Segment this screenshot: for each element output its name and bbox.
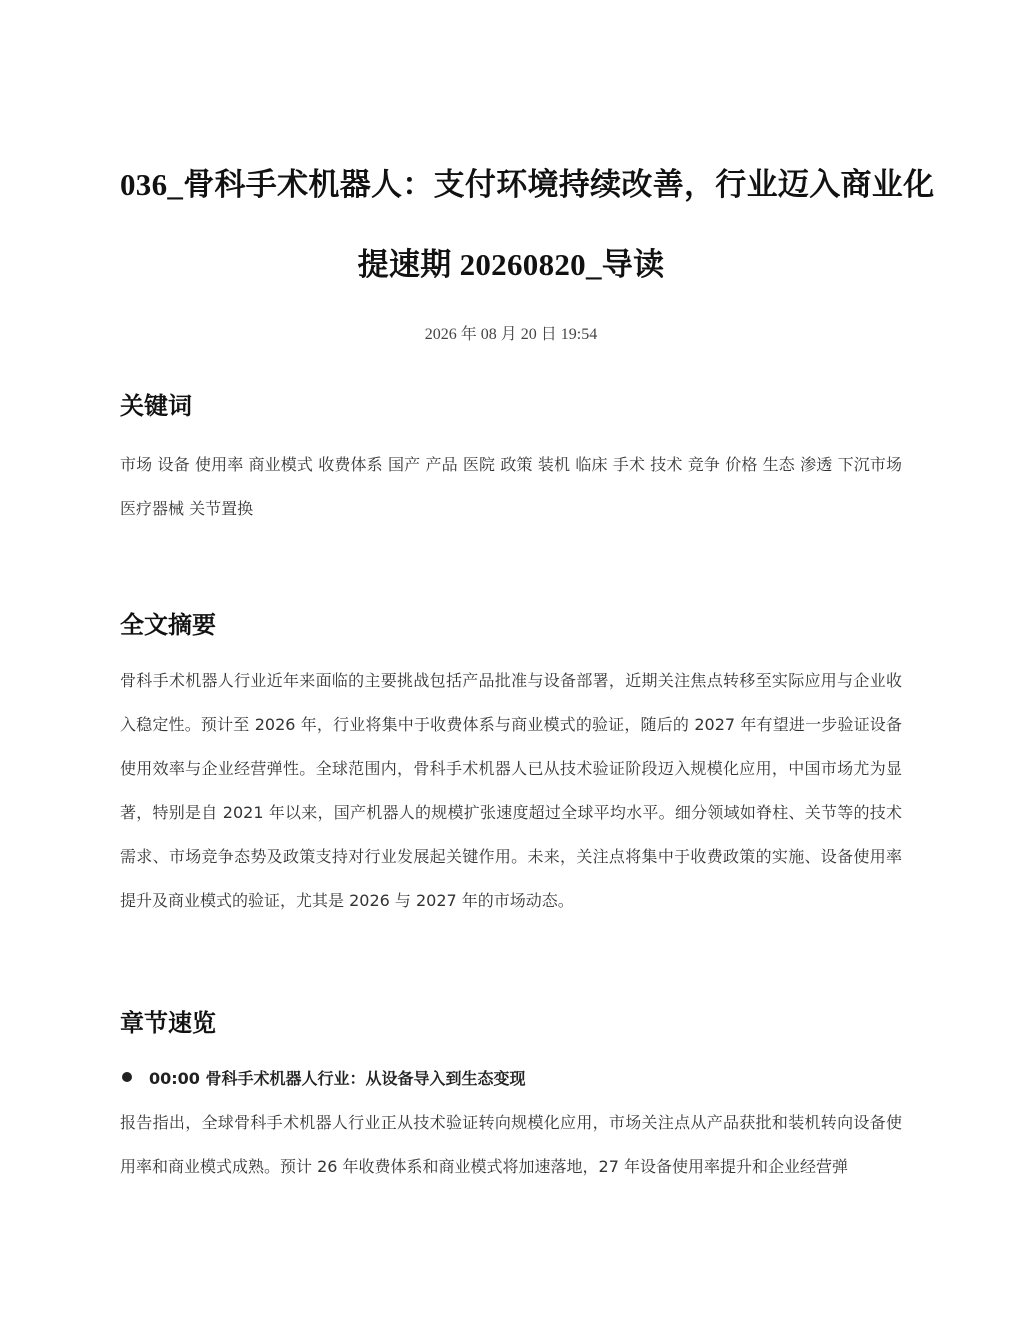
keywords-text: 市场 设备 使用率 商业模式 收费体系 国产 产品 医院 政策 装机 临床 手术 技术 竞争 价格 生态 渗透 下沉市场 医疗器械 关节置换 (120, 455, 902, 518)
document-title (120, 0, 935, 305)
document-page (120, 0, 935, 1189)
chapter-body: 报告指出，全球骨科手术机器人行业正从技术验证转向规模化应用，市场关注点从产品获批和装机转向设备使用率和商业模式成熟。预计 26 年收费体系和商业模式将加速落地，27 年设备使用率提升和企业经营弹 (120, 1113, 902, 1176)
summary-heading: 全文摘要 (120, 611, 216, 639)
title-line-1: 036_骨科手术机器人：支付环境持续改善，行业迈入商业化 (120, 167, 935, 202)
title-line-2: 提速期 20260820_导读 (357, 247, 665, 282)
bullet-icon (122, 1072, 132, 1082)
chapter-item (120, 1063, 902, 1091)
chapters-heading: 章节速览 (120, 1009, 216, 1037)
keywords-heading: 关键词 (120, 392, 192, 420)
chapter-title: 00:00 骨科手术机器人行业：从设备导入到生态变现 (149, 1068, 526, 1088)
publish-date: 2026 年 08 月 20 日 19:54 (424, 326, 598, 343)
summary-text: 骨科手术机器人行业近年来面临的主要挑战包括产品批准与设备部署，近期关注焦点转移至实际应用与企业收入稳定性。预计至 2026 年，行业将集中于收费体系与商业模式的验证，随后的 2027 年有望进一步验证设备使用效率与企业经营弹性。全球范围内，骨科手术机器人已从技术验证阶段迈入规模化应用，中国市场尤为显著，特别是自 2021 年以来，国产机器人的规模扩张速度超过全球平均水平。细分领域如脊柱、关节等的技术需求、市场竞争态势及政策支持对行业发展起关键作用。未来，关注点将集中于收费政策的实施、设备使用率提升及商业模式的验证，尤其是 2026 与 2027 年的市场动态。 (120, 671, 902, 910)
